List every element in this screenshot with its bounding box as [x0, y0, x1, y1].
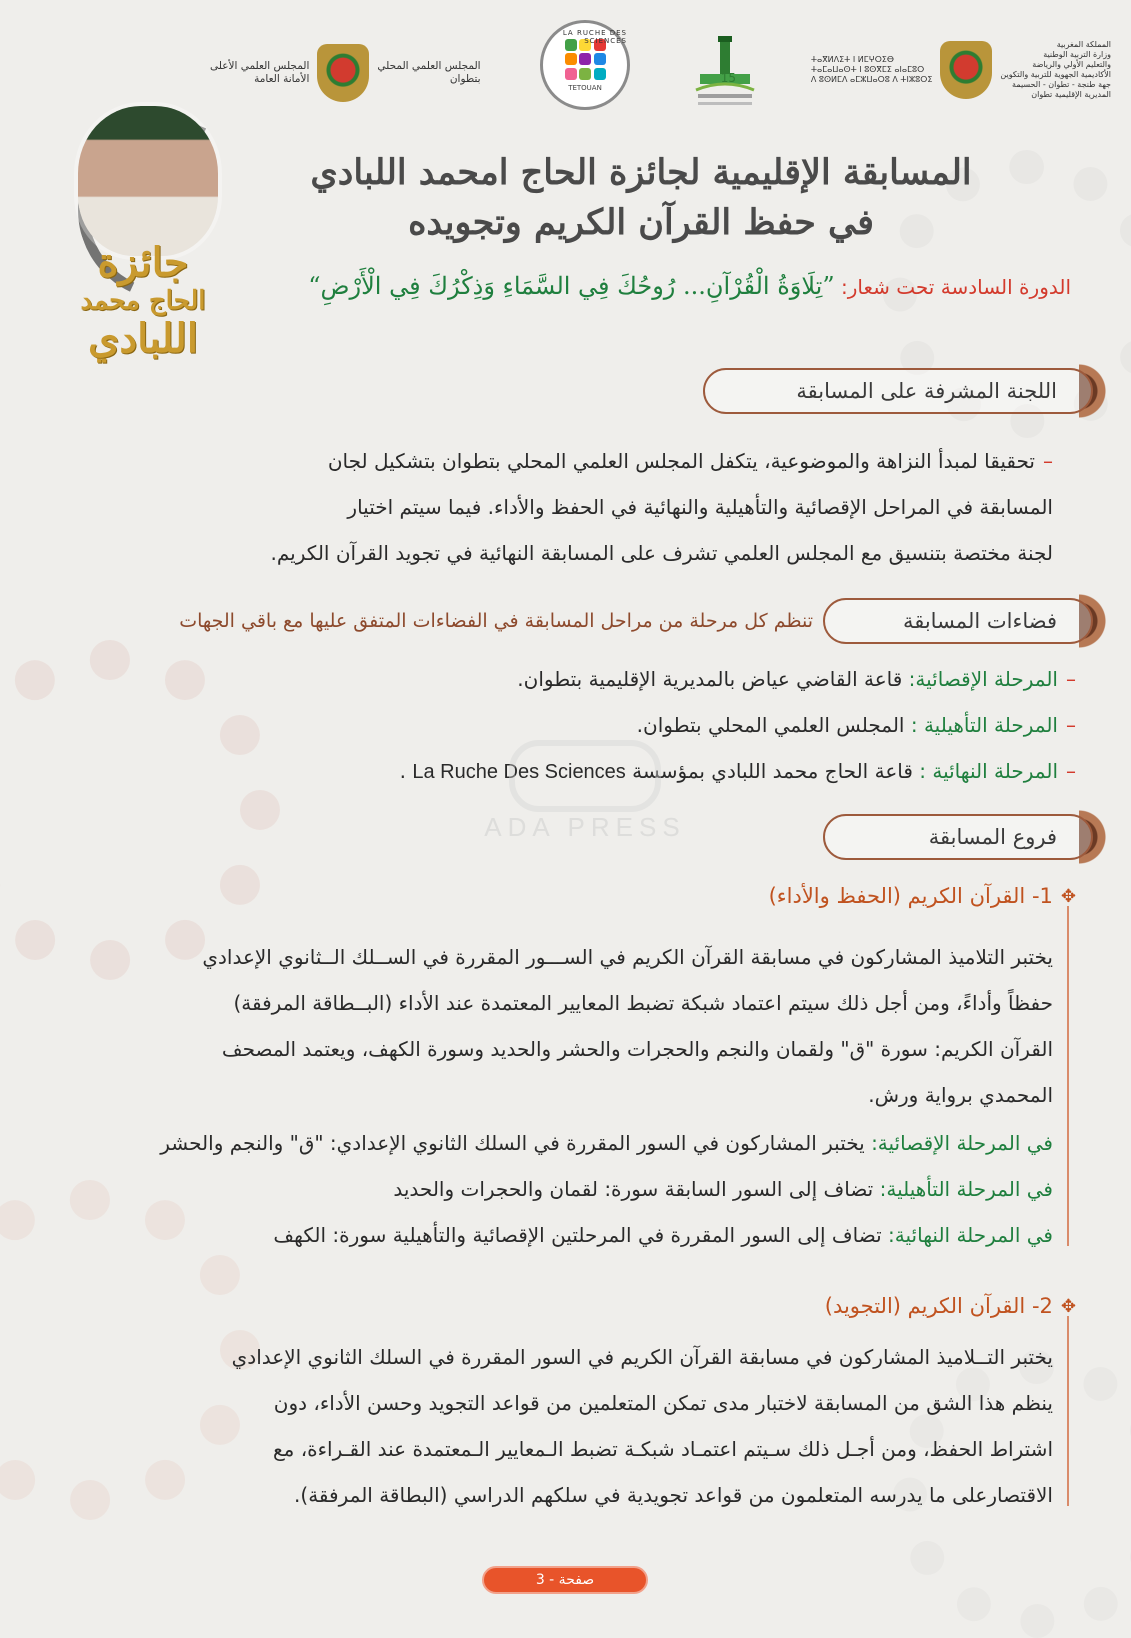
- coat-of-arms-icon: [940, 41, 992, 99]
- amazigh-line: ⵜⴰⵎⴰⵡⴰⵙⵜ ⵏ ⵓⵙⴳⵎⵉ ⴰⵏⴰⵎⵓⵔ: [810, 65, 925, 74]
- watermark: [420, 740, 750, 840]
- ministry-line: وزارة التربية الوطنية: [1043, 50, 1111, 59]
- paragraph-line: [68, 438, 1053, 484]
- dash-bullet: –: [1066, 759, 1076, 783]
- section-inline-text: تنظم كل مرحلة من مراحل المسابقة في الفضاءات المتفق عليها مع باقي الجهات: [179, 610, 813, 632]
- paragraph-line: الاقتصارعلى ما يدرسه المتعلمون من قواعد تجويدية في سلكهم الدراسي (البطاقة المرفقة).: [294, 1483, 1053, 1507]
- council-logos: [210, 44, 481, 102]
- stage-label: في المرحلة التأهيلية:: [879, 1177, 1053, 1201]
- stage-label: المرحلة الإقصائية:: [908, 667, 1058, 691]
- stage-label: المرحلة النهائية :: [919, 759, 1058, 783]
- stage-text: تضاف إلى السور المقررة في المرحلتين الإقصائية والتأهيلية سورة: الكهف: [273, 1223, 889, 1247]
- committee-paragraph: [68, 438, 1053, 576]
- branch-1-paragraph: [53, 934, 1053, 1118]
- council-high-line: المجلس العلمي الأعلى: [210, 60, 310, 72]
- council-local-line: المجلس العلمي المحلي: [377, 60, 481, 72]
- paragraph-line: لجنة مختصة بتنسيق مع المجلس العلمي تشرف على المسابقة النهائية في تجويد القرآن الكريم.: [270, 541, 1053, 565]
- watermark-logo-icon: [509, 740, 661, 812]
- stage-text: المجلس العلمي المحلي بتطوان.: [636, 713, 911, 737]
- edition-label: الدورة السادسة تحت شعار:: [841, 275, 1071, 299]
- section-committee-header: [703, 366, 1111, 416]
- venue-stage-1: [517, 656, 1076, 702]
- branch-1-title: [769, 884, 1076, 908]
- ornament-star-icon: ✥: [1060, 885, 1076, 907]
- paragraph-line: اشتراط الحفظ، ومن أجـل ذلك سـيتم اعتمـاد شبكـة تضبط الـمعايير الـمعتمدة عند القـراءة، مع: [273, 1437, 1053, 1461]
- stage-text: قاعة الحاج محمد اللبادي بمؤسسة: [625, 759, 920, 783]
- branch-1-stage-2: [393, 1166, 1053, 1212]
- paragraph-line: حفظاً وأداءً، ومن أجل ذلك سيتم اعتماد شبكة تضبط المعايير المعتمدة عند الأداء (البــطاقة المرفقة): [233, 991, 1053, 1015]
- ministry-logo: [811, 40, 1111, 100]
- stage-label: في المرحلة النهائية:: [888, 1223, 1053, 1247]
- stage-text: قاعة القاضي عياض بالمديرية الإقليمية بتطوان.: [517, 667, 909, 691]
- paragraph-line: يختبر التلاميذ المشاركون في مسابقة القرآن الكريم في الســـور المقررة في الســلك الــثانوي الإعدادي: [202, 945, 1053, 969]
- page-number-badge: [482, 1566, 648, 1594]
- branch-1-stage-3: [273, 1212, 1053, 1258]
- section-branches-header: [823, 812, 1111, 862]
- ornament-star-icon: ✥: [1060, 1295, 1076, 1317]
- council-local-text: [377, 60, 480, 86]
- portrait-block: [38, 100, 238, 362]
- title-line-1: المسابقة الإقليمية لجائزة الحاج امحمد اللبادي: [310, 152, 972, 193]
- ruche-top-text: LA RUCHE DES SCIENCES: [562, 29, 627, 45]
- stage-text-end: .: [399, 759, 413, 783]
- stage-text: يختبر المشاركون في السور المقررة في السلك الثانوي الإعدادي: "ق" والنجم والحشر: [160, 1131, 872, 1155]
- mosque-logo-icon: [690, 34, 760, 112]
- calligraphy-line: اللبادي: [88, 315, 198, 362]
- stage-label: المرحلة التأهيلية :: [910, 713, 1058, 737]
- council-high-line: الأمانة العامة: [254, 73, 310, 85]
- branch-title-text: 1- القرآن الكريم (الحفظ والأداء): [768, 884, 1053, 908]
- ministry-line: المديرية الإقليمية تطوان: [1031, 90, 1111, 99]
- amazigh-line: ⴷ ⵓⵙⵍⵎⴷ ⴰⵎⵣⵡⴰⵔⵓ ⴷ ⵜⵏⵣⵓⵔⵉ: [810, 75, 933, 84]
- ministry-line: جهة طنجة - تطوان - الحسيمة: [1012, 80, 1111, 89]
- mosque-number: 15: [720, 71, 736, 85]
- page-number-text: صفحة - 3: [535, 1572, 595, 1588]
- ministry-line: والتعليم الأولي والرياضة: [1032, 60, 1111, 69]
- stage-label: في المرحلة الإقصائية:: [871, 1131, 1053, 1155]
- branch-title-text: 2- القرآن الكريم (التجويد): [824, 1294, 1053, 1318]
- branch-1-rule: [1067, 906, 1069, 1246]
- background-ornament: [0, 640, 280, 980]
- council-local-line: بتطوان: [449, 73, 481, 85]
- paragraph-text: تحقيقا لمبدأ النزاهة والموضوعية، يتكفل المجلس العلمي المحلي بتطوان بتشكيل لجان: [327, 449, 1035, 473]
- stage-text: تضاف إلى السور السابقة سورة: لقمان والحجرات والحديد: [393, 1177, 880, 1201]
- page-title: [271, 148, 1011, 248]
- branch-2-title: [825, 1294, 1076, 1318]
- council-emblem-icon: [317, 44, 369, 102]
- watermark-text: ADA PRESS: [484, 812, 686, 842]
- ruche-bottom-text: TETOUAN: [568, 83, 602, 92]
- section-venues-header: [179, 596, 1111, 646]
- edition-slogan: [251, 272, 1071, 300]
- branch-2-paragraph: [88, 1334, 1053, 1518]
- section-pill: [823, 814, 1093, 860]
- title-line-2: في حفظ القرآن الكريم وتجويده: [408, 202, 874, 243]
- ministry-text: [1000, 40, 1111, 100]
- award-calligraphy: [38, 240, 248, 362]
- section-title: فضاءات المسابقة: [902, 609, 1057, 633]
- section-title: اللجنة المشرفة على المسابقة: [796, 379, 1057, 403]
- dash-bullet: –: [1043, 449, 1053, 473]
- calligraphy-line: الحاج محمد: [80, 286, 206, 316]
- branch-1-stage-1: [160, 1120, 1053, 1166]
- paragraph-line: القرآن الكريم: سورة "ق" ولقمان والنجم والحجرات والحشر والحديد وسورة الكهف، ويعتمد المصحف: [221, 1037, 1053, 1061]
- paragraph-line: يختبر التــلاميذ المشاركون في مسابقة القرآن الكريم في السور المقررة في السلك الثانوي الإعدادي: [231, 1345, 1053, 1369]
- section-pill: [703, 368, 1093, 414]
- dash-bullet: –: [1066, 667, 1076, 691]
- calligraphy-line: جائزة: [97, 239, 189, 286]
- portrait-photo: [78, 106, 218, 256]
- branch-2-rule: [1067, 1316, 1069, 1506]
- ministry-line: الأكاديمية الجهوية للتربية والتكوين: [1000, 70, 1111, 79]
- section-title: فروع المسابقة: [928, 825, 1057, 849]
- slogan-text: ”تِلَاوَةُ الْقُرْآنِ... رُوحُكَ فِي السَّمَاءِ وَذِكْرُكَ فِي الْأَرْضِ“: [308, 272, 835, 300]
- amazigh-text: [811, 55, 933, 85]
- council-high-text: [210, 60, 309, 86]
- dash-bullet: –: [1066, 713, 1076, 737]
- section-pill: [823, 598, 1093, 644]
- paragraph-line: المحمدي برواية ورش.: [868, 1083, 1053, 1107]
- ruche-des-sciences-logo: [540, 20, 630, 110]
- amazigh-line: ⵜⴰⴳⵍⴷⵉⵜ ⵏ ⵍⵎⵖⵔⵉⴱ: [810, 55, 894, 64]
- stage-latin-text: La Ruche Des Sciences: [412, 761, 626, 783]
- paragraph-line: ينظم هذا الشق من المسابقة لاختبار مدى تمكن المتعلمين من قواعد التجويد وحسن الأداء، دون: [273, 1391, 1053, 1415]
- paragraph-line: المسابقة في المراحل الإقصائية والتأهيلية والنهائية في الحفظ والأداء. فيما سيتم اختيار: [347, 495, 1053, 519]
- ministry-line: المملكة المغربية: [1056, 40, 1111, 49]
